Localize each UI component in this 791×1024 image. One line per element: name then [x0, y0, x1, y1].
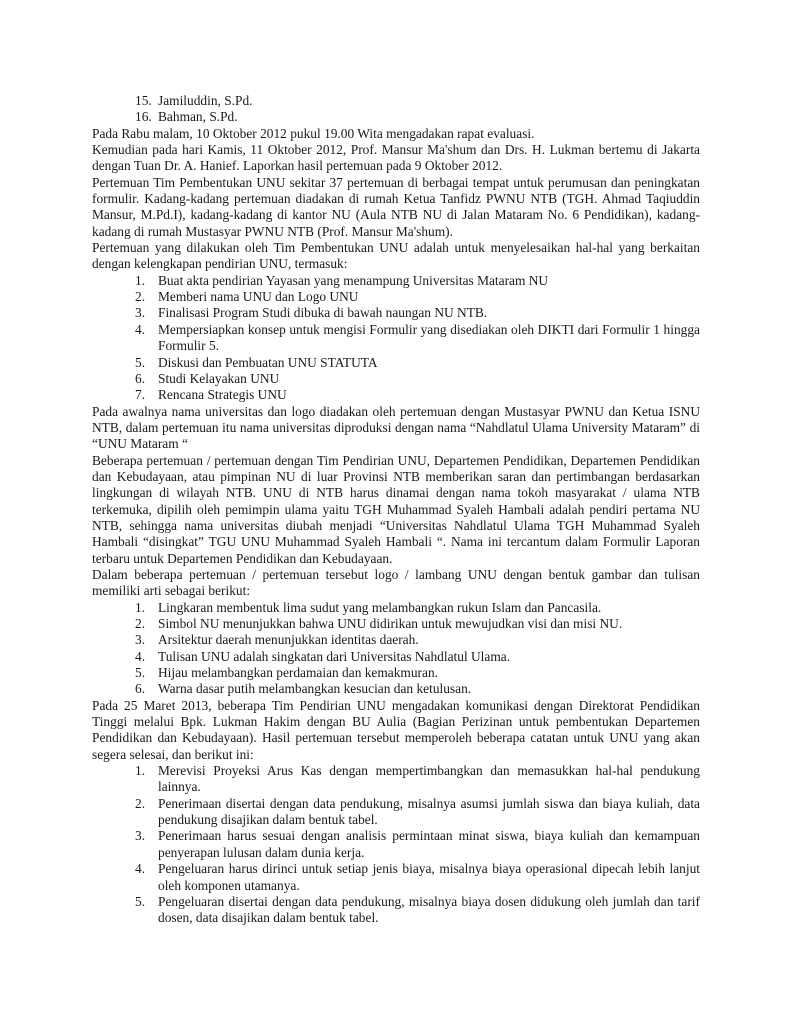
list-text: Arsitektur daerah menunjukkan identitas daerah.	[158, 632, 419, 648]
list-number: 16.	[135, 109, 152, 125]
list-text: Penerimaan disertai dengan data pendukung, misalnya asumsi jumlah siswa dan biaya kuliah, data pendukung disajikan dalam bentuk tabel.	[158, 795, 700, 828]
list-item	[92, 322, 700, 355]
list-item	[92, 665, 700, 681]
list-item	[92, 305, 700, 321]
list-number: 4.	[135, 321, 146, 337]
list-item	[92, 828, 700, 861]
list-item	[92, 649, 700, 665]
list-item	[92, 763, 700, 796]
paragraph-evaluation-meeting: Pada Rabu malam, 10 Oktober 2012 pukul 19.00 Wita mengadakan rapat evaluasi.	[92, 125, 535, 141]
list-item	[92, 616, 700, 632]
list-text: Mempersiapkan konsep untuk mengisi Formulir yang disediakan oleh DIKTI dari Formulir 1 hingga Formulir 5.	[158, 321, 700, 354]
list-number: 5.	[135, 354, 146, 370]
list-number: 4.	[135, 648, 146, 664]
list-item	[92, 289, 700, 305]
list-item	[92, 371, 700, 387]
document-page	[92, 93, 700, 927]
list-number: 5.	[135, 665, 146, 681]
list-number: 5.	[135, 893, 146, 909]
list-item	[92, 273, 700, 289]
paragraph-logo-meaning: Dalam beberapa pertemuan / pertemuan tersebut logo / lambang UNU dengan bentuk gambar dan tulisan memiliki arti sebagai berikut:	[92, 566, 700, 599]
list-number: 15.	[135, 93, 152, 108]
notes-list	[92, 763, 700, 926]
list-text: Diskusi dan Pembuatan UNU STATUTA	[158, 354, 378, 370]
list-number: 3.	[135, 305, 146, 321]
list-item	[92, 632, 700, 648]
paragraph-initial-name: Pada awalnya nama universitas dan logo diadakan oleh pertemuan dengan Mustasyar PWNU dan Ketua ISNU NTB, dalam pertemuan itu nama universitas diproduksi dengan nama “Nahdlatul Ulama University Mataram” di “UNU Mataram “	[92, 403, 700, 452]
list-text: Finalisasi Program Studi dibuka di bawah naungan NU NTB.	[158, 305, 488, 321]
list-text: Pengeluaran disertai dengan data pendukung, misalnya biaya dosen didukung oleh jumlah dan tarif dosen, data disajikan dalam bentuk tabel.	[158, 893, 700, 926]
list-text: Memberi nama UNU dan Logo UNU	[158, 289, 359, 305]
paragraph-team-meetings: Pertemuan Tim Pembentukan UNU sekitar 37 pertemuan di berbagai tempat untuk perumusan dan peningkatan formulir. Kadang-kadang pertemuan diadakan di rumah Ketua Tanfidz PWNU NTB (TGH. Ahmad Taqiuddin Mansur, M.Pd.I), kadang-kadang di kantor NU (Aula NTB NU di Jalan Mataram No. 6 Pendidikan), kadang-kadang di rumah Mustasyar PWNU NTB (Prof. Mansur Ma'shum).	[92, 174, 700, 239]
list-text: Buat akta pendirian Yayasan yang menampung Universitas Mataram NU	[158, 272, 549, 288]
list-text: Pengeluaran harus dirinci untuk setiap jenis biaya, misalnya biaya operasional dipecah lebih lanjut oleh komponen utamanya.	[158, 861, 700, 893]
list-number: 4.	[135, 861, 146, 877]
list-item	[92, 861, 700, 894]
list-text: Studi Kelayakan UNU	[158, 370, 280, 386]
list-text: Penerimaan harus sesuai dengan analisis permintaan minat siswa, biaya kuliah dan kemampuan penyerapan lulusan dalam dunia kerja.	[158, 828, 700, 860]
list-text: Lingkaran membentuk lima sudut yang melambangkan rukun Islam dan Pancasila.	[158, 599, 602, 615]
list-text: Bahman, S.Pd.	[158, 109, 238, 125]
list-number: 7.	[135, 387, 146, 403]
list-item	[92, 894, 700, 927]
list-number: 1.	[135, 599, 146, 615]
tasks-list	[92, 273, 700, 404]
list-item	[92, 355, 700, 371]
names-list	[92, 93, 700, 126]
list-text: Merevisi Proyeksi Arus Kas dengan mempertimbangkan dan memasukkan hal-hal pendukung lainnya.	[158, 763, 700, 795]
list-item	[92, 109, 700, 125]
list-number: 1.	[135, 272, 146, 288]
list-text: Jamiluddin, S.Pd.	[158, 93, 253, 108]
list-text: Simbol NU menunjukkan bahwa UNU didirikan untuk mewujudkan visi dan misi NU.	[158, 616, 623, 631]
list-item	[92, 681, 700, 697]
list-number: 6.	[135, 370, 146, 386]
list-text: Tulisan UNU adalah singkatan dari Universitas Nahdlatul Ulama.	[158, 648, 511, 664]
list-item	[92, 600, 700, 616]
list-item	[92, 93, 700, 109]
list-number: 2.	[135, 616, 146, 631]
paragraph-jakarta-meeting: Kemudian pada hari Kamis, 11 Oktober 2012, Prof. Mansur Ma'shum dan Drs. H. Lukman bertemu di Jakarta dengan Tuan Dr. A. Hanief. Laporkan hasil pertemuan pada 9 Oktober 2012.	[92, 142, 700, 174]
list-text: Warna dasar putih melambangkan kesucian dan ketulusan.	[158, 681, 472, 697]
list-number: 6.	[135, 681, 146, 697]
paragraph-dikti-communication: Pada 25 Maret 2013, beberapa Tim Pendirian UNU mengadakan komunikasi dengan Direktorat Pendidikan Tinggi melalui Bpk. Lukman Hakim dengan BU Aulia (Bagian Perizinan untuk pembentukan Departemen Pendidikan dan Kebudayaan). Hasil pertemuan tersebut memperoleh beberapa catatan untuk UNU yang akan segera selesai, dan berikut ini:	[92, 697, 700, 762]
list-number: 2.	[135, 795, 146, 811]
list-number: 3.	[135, 632, 146, 648]
paragraph-meeting-purpose: Pertemuan yang dilakukan oleh Tim Pembentukan UNU adalah untuk menyelesaikan hal-hal yang berkaitan dengan kelengkapan pendirian UNU, termasuk:	[92, 240, 700, 272]
list-text: Hijau melambangkan perdamaian dan kemakmuran.	[158, 665, 438, 681]
list-number: 2.	[135, 289, 146, 305]
list-item	[92, 387, 700, 403]
list-number: 1.	[135, 763, 146, 779]
list-text: Rencana Strategis UNU	[158, 387, 287, 403]
logo-meaning-list	[92, 600, 700, 698]
paragraph-name-change: Beberapa pertemuan / pertemuan dengan Tim Pendirian UNU, Departemen Pendidikan, Departemen Pendidikan dan Kebudayaan, atau pimpinan NU di luar Provinsi NTB memberikan saran dan pertimbangan berdasarkan lingkungan di wilayah NTB. UNU di NTB harus dinamai dengan nama tokoh masyarakat / ulama NTB terkemuka, dipilih oleh pemimpin ulama yaitu TGH Muhammad Syaleh Hambali adalah pendiri pertama NU NTB, sehingga nama universitas diubah menjadi “Universitas Nahdlatul Ulama TGH Muhammad Syaleh Hambali “disingkat” TGU UNU Muhammad Syaleh Hambali “. Nama ini tercantum dalam Formulir Laporan terbaru untuk Departemen Pendidikan dan Kebudayaan.	[92, 452, 700, 566]
list-number: 3.	[135, 828, 146, 844]
list-item	[92, 796, 700, 829]
